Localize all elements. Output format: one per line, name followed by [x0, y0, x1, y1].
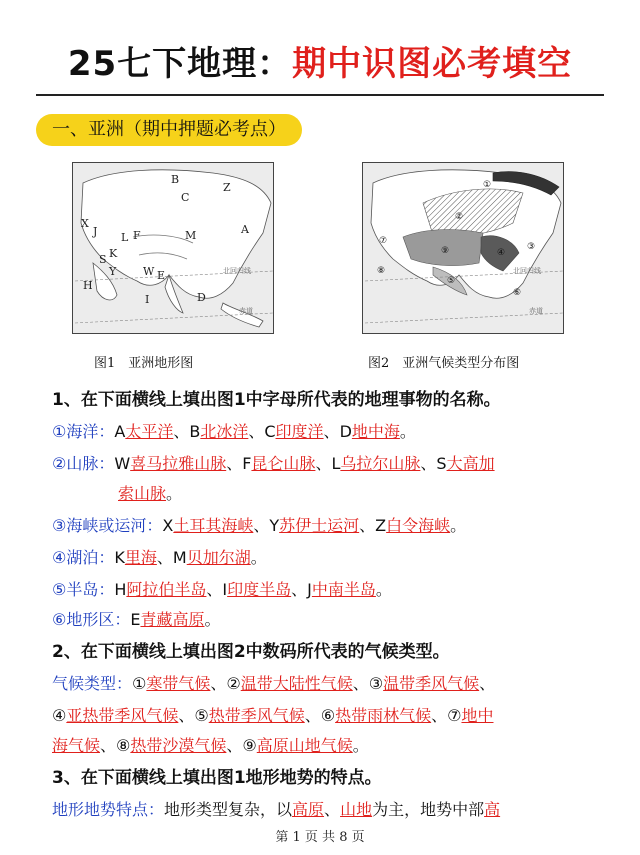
fig1-label-h: H	[83, 279, 93, 292]
fig1-label-k: K	[109, 247, 118, 260]
answer-text: 里海	[124, 548, 157, 567]
terrain-feature-line	[52, 798, 612, 822]
fig1-equator-label: 赤道	[239, 307, 253, 315]
letter-key: A	[114, 422, 126, 441]
answer-text: 北冰洋	[200, 422, 249, 441]
answer-text: 青藏高原	[140, 610, 205, 629]
separator: 、	[206, 580, 223, 599]
fig2-label-4: ④	[497, 248, 506, 258]
question-1-heading: 1、在下面横线上填出图1中字母所代表的地理事物的名称。	[52, 390, 501, 410]
answer-text: 地中	[461, 706, 494, 725]
answer-line-mountain-cont	[118, 482, 612, 506]
category-label: ⑥地形区：	[52, 610, 131, 629]
letter-key: J	[307, 580, 312, 599]
answer-text: 印度半岛	[227, 580, 292, 599]
fig2-label-6: ⑥	[513, 288, 522, 298]
fig2-label-9: ⑨	[441, 246, 450, 256]
fig1-tropic-label: 北回归线	[223, 267, 251, 275]
answer-text: 温带大陆性气候	[240, 674, 353, 693]
asia-terrain-map-drawing	[73, 163, 274, 334]
answer-text: 白令海峡	[386, 516, 451, 535]
answer-line-ocean	[52, 420, 612, 444]
answer-text: 中南半岛	[311, 580, 376, 599]
answer-text: 热带雨林气候	[335, 706, 432, 725]
fig2-label-1: ①	[483, 180, 492, 190]
answer-text: 热带季风气候	[208, 706, 305, 725]
fig1-label-w: W	[143, 265, 155, 278]
letter-key: X	[162, 516, 174, 535]
answer-text: 高原山地气候	[256, 736, 353, 755]
number-key: ②	[226, 674, 241, 693]
separator: 、	[324, 800, 341, 819]
letter-key: Z	[375, 516, 387, 535]
climate-line-1	[52, 672, 612, 696]
answer-text: 印度洋	[275, 422, 324, 441]
title-highlight: 期中识图必考填空	[292, 44, 573, 84]
letter-key: F	[242, 454, 252, 473]
fig1-label-s: S	[99, 253, 107, 266]
number-key: ⑧	[116, 736, 131, 755]
number-key: ⑦	[447, 706, 462, 725]
separator: 、	[359, 516, 376, 535]
number-key: ④	[52, 706, 67, 725]
answer-text: 索山脉	[118, 484, 167, 503]
number-key: ①	[132, 674, 147, 693]
fig1-label-c: C	[181, 191, 190, 204]
fig1-label-f: F	[133, 229, 141, 242]
answer-text: 昆仑山脉	[251, 454, 316, 473]
answer-text: 地中海	[351, 422, 400, 441]
page-title	[0, 36, 640, 85]
fig1-label-l: L	[121, 231, 129, 244]
body-text: 为主，地势中部	[372, 800, 485, 819]
answer-text: 热带沙漠气候	[130, 736, 227, 755]
separator: 、	[248, 422, 265, 441]
answer-text: 温带季风气候	[383, 674, 480, 693]
asia-terrain-map	[72, 162, 274, 334]
fig2-equator-label: 赤道	[529, 307, 543, 315]
fig1-label-e: E	[157, 269, 166, 282]
separator: 、	[304, 706, 321, 725]
page-footer: 第 1 页 共 8 页	[275, 830, 365, 845]
letter-key: D	[339, 422, 352, 441]
fig1-label-d: D	[197, 291, 206, 304]
letter-key: S	[436, 454, 447, 473]
category-label: ③海峡或运河：	[52, 516, 163, 535]
separator: 、	[291, 580, 308, 599]
separator: 。	[204, 610, 221, 629]
separator: 、	[431, 706, 448, 725]
answer-text: 乌拉尔山脉	[340, 454, 421, 473]
fig2-label-2: ②	[455, 212, 464, 222]
answer-text: 山地	[340, 800, 373, 819]
fig1-label-x: X	[81, 217, 89, 230]
answer-text: 喜马拉雅山脉	[130, 454, 227, 473]
fig2-label-8: ⑧	[377, 266, 386, 276]
answer-line-terrain	[52, 608, 612, 632]
letter-key: K	[114, 548, 125, 567]
separator: 、	[226, 454, 243, 473]
number-key: ⑥	[320, 706, 336, 725]
answer-text: 高	[484, 800, 501, 819]
title-prefix: 25七下地理：	[67, 44, 293, 84]
answer-text: 太平洋	[125, 422, 174, 441]
separator: 、	[479, 674, 496, 693]
asia-climate-map	[362, 162, 564, 334]
fig1-label-a: A	[241, 223, 249, 236]
separator: 、	[420, 454, 437, 473]
letter-key: Y	[269, 516, 280, 535]
category-label: ⑤半岛：	[52, 580, 115, 599]
climate-line-3	[52, 734, 612, 758]
fig1-label-b: B	[171, 173, 180, 186]
answer-text: 阿拉伯半岛	[126, 580, 207, 599]
answer-text: 贝加尔湖	[186, 548, 251, 567]
answer-text: 寒带气候	[146, 674, 211, 693]
number-key: ⑤	[194, 706, 209, 725]
number-key: ③	[368, 674, 384, 693]
answer-text: 苏伊士运河	[279, 516, 360, 535]
fig1-label-y: Y	[109, 265, 117, 278]
separator: 。	[399, 422, 416, 441]
separator: 、	[323, 422, 340, 441]
letter-key: B	[189, 422, 201, 441]
answer-text: 高原	[292, 800, 325, 819]
body-text: 地形类型复杂，以	[164, 800, 293, 819]
answer-line-mountain	[52, 452, 612, 476]
separator: 。	[450, 516, 467, 535]
separator: 、	[178, 706, 195, 725]
letter-key: L	[331, 454, 341, 473]
separator: 、	[226, 736, 243, 755]
letter-key: E	[130, 610, 141, 629]
letter-key: W	[114, 454, 131, 473]
separator: 、	[210, 674, 227, 693]
category-label: ①海洋：	[52, 422, 115, 441]
section-heading: 一、亚洲（期中押题必考点）	[36, 114, 302, 146]
answer-line-strait	[52, 514, 612, 538]
asia-climate-map-drawing	[363, 163, 564, 334]
answer-line-peninsula	[52, 578, 612, 602]
question-3-heading: 3、在下面横线上填出图1地形地势的特点。	[52, 768, 382, 788]
fig1-label-i: I	[145, 293, 150, 306]
answer-line-lake	[52, 546, 612, 570]
letter-key: I	[222, 580, 228, 599]
letter-key: H	[114, 580, 127, 599]
category-label: 地形地势特点：	[52, 800, 165, 819]
letter-key: C	[264, 422, 276, 441]
separator: 、	[253, 516, 270, 535]
fig2-label-7: ⑦	[379, 236, 388, 246]
fig1-label-z: Z	[223, 181, 231, 194]
separator: 。	[375, 580, 392, 599]
answer-text: 海气候	[52, 736, 101, 755]
separator: 。	[166, 484, 183, 503]
figure1-caption: 图1 亚洲地形图	[94, 356, 194, 371]
separator: 、	[315, 454, 332, 473]
figure2-caption: 图2 亚洲气候类型分布图	[368, 356, 520, 371]
category-label: 气候类型：	[52, 674, 133, 693]
answer-text: 亚热带季风气候	[66, 706, 179, 725]
separator: 、	[156, 548, 173, 567]
category-label: ④湖泊：	[52, 548, 115, 567]
fig2-label-3: ③	[527, 242, 536, 252]
separator: 。	[352, 736, 369, 755]
fig1-label-j: J	[93, 225, 98, 238]
separator: 、	[352, 674, 369, 693]
fig1-label-m: M	[185, 229, 197, 242]
title-divider	[36, 94, 604, 96]
question-2-heading: 2、在下面横线上填出图2中数码所代表的气候类型。	[52, 642, 450, 662]
climate-line-2	[52, 704, 612, 728]
answer-text: 土耳其海峡	[173, 516, 254, 535]
number-key: ⑨	[242, 736, 257, 755]
separator: 、	[173, 422, 190, 441]
fig2-label-5: ⑤	[447, 276, 456, 286]
category-label: ②山脉：	[52, 454, 115, 473]
letter-key: M	[172, 548, 187, 567]
separator: 。	[250, 548, 267, 567]
fig2-tropic-label: 北回归线	[513, 267, 541, 275]
answer-text: 大高加	[446, 454, 495, 473]
separator: 、	[100, 736, 117, 755]
